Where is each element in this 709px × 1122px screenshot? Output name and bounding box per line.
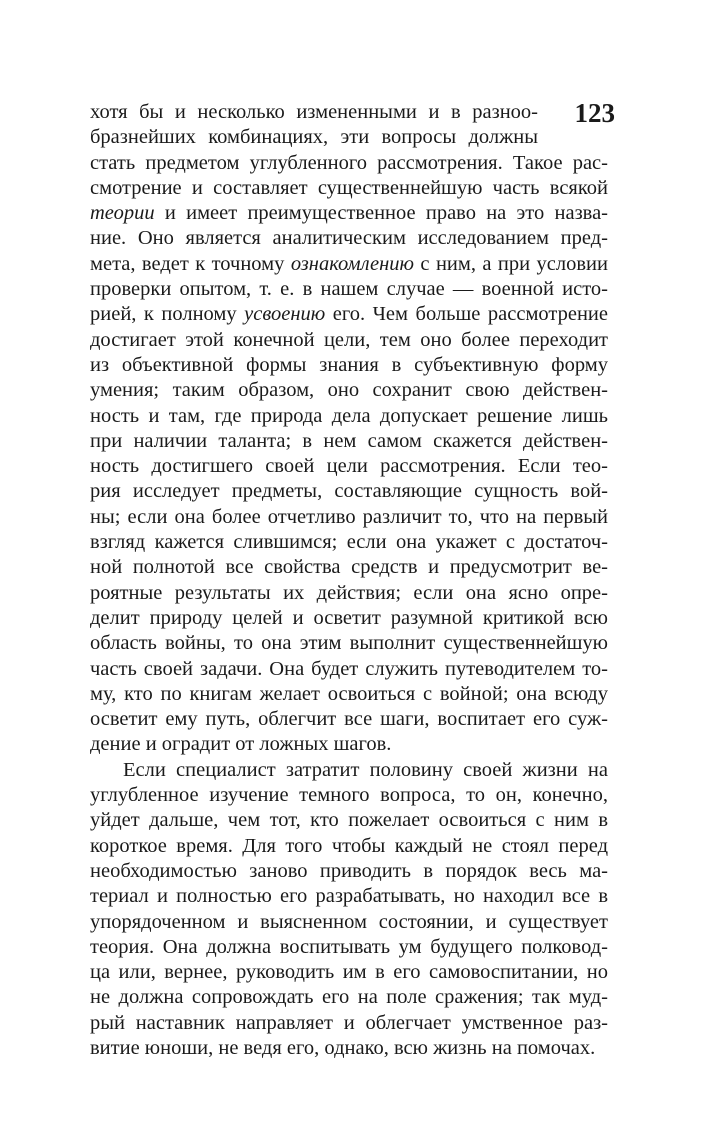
text-line [90,581,608,606]
text-run: из объективной формы знания в субъективную форму [90,353,608,376]
text-run: витие юноши, не ведя его, однако, всю жизнь на помочах. [90,1036,596,1059]
text-line [90,910,608,935]
paragraph [90,758,608,1062]
text-line [90,808,608,833]
text-line [90,758,608,783]
text-line [90,783,608,808]
text-line [90,404,608,429]
text-run: достигает этой конечной цели, тем оно более переходит [90,328,608,351]
text-run: хотя бы и несколько измененными и в разноо- [90,101,538,123]
text-run: ность и там, где природа дела допускает решение лишь [90,404,608,427]
text-run: его. Чем больше рассмотрение [325,303,608,326]
text-line [90,201,608,226]
text-line [90,985,608,1010]
text-line [90,657,608,682]
text-run: упорядоченном и выясненном состоянии, и существует [90,910,608,933]
text-run: му, кто по книгам желает освоиться с войной; она всюду [90,682,608,705]
text-run: уйдет дальше, чем тот, кто пожелает освоиться с ним в [90,809,608,832]
text-run: дение и оградит от ложных шагов. [90,733,392,756]
text-run: и имеет преимущественное право на это назва- [154,202,608,225]
text-run: рией, к полному [90,303,245,326]
text-run: углубленное изучение темного вопроса, то он, конечно, [90,784,608,807]
text-line [90,176,608,201]
text-run: стать предметом углубленного рассмотрения. Такое рас- [90,151,608,174]
text-run: проверки опытом, т. е. в нашем случае — военной исто- [90,278,608,301]
text-run: териал и полностью его разрабатывать, но находил все в [90,885,608,908]
text-run: роятные результаты их действия; если она ясно опре- [90,581,608,604]
text-run: мета, ведет к точному [90,252,291,275]
text-run: часть своей задачи. Она будет служить путеводителем то- [90,657,608,680]
italic-term: теории [90,202,155,225]
text-run: делит природу целей и осветит разумной критикой всю [90,606,608,629]
text-line [90,454,608,479]
text-run: рый наставник направляет и облегчает умственное раз- [90,1011,608,1034]
italic-term: ознакомлению [290,252,414,275]
text-run: ной полнотой все свойства средств и предусмотрит ве- [90,556,608,579]
text-run: бразнейших комбинациях, эти вопросы должны [90,126,538,149]
text-run: ца или, вернее, руководить им в его самовоспитании, но [90,961,608,984]
text-line [90,353,608,378]
text-line [90,328,608,353]
text-run: смотрение и составляет существеннейшую часть всякой [90,176,608,199]
italic-term: усвоению [244,303,326,326]
text-run: область войны, то она этим выполнит существеннейшую [90,632,608,655]
text-run: при наличии таланта; в нем самом скажется действен- [90,429,608,452]
paragraph [90,100,608,758]
text-line [90,682,608,707]
text-run: теория. Она должна воспитывать ум будущего полковод- [90,935,608,958]
text-line [90,707,608,732]
text-line [90,302,608,327]
text-line [90,732,608,757]
text-line [90,252,608,277]
text-run: осветит ему путь, облегчит все шаги, воспитает его суж- [90,708,608,731]
text-line [90,429,608,454]
text-line [90,834,608,859]
text-line [90,960,608,985]
text-line [90,884,608,909]
text-run: ны; если она более отчетливо различит то, что на первый [90,505,608,528]
text-line [90,151,608,176]
text-line [90,555,608,580]
page-number: 123 [574,98,615,128]
text-line [90,226,608,251]
text-line [90,631,608,656]
text-run: рия исследует предметы, составляющие сущность вой- [90,480,608,503]
text-line [90,100,538,125]
text-run: Если специалист затратит половину своей жизни на [123,758,608,781]
text-run: не должна сопровождать его на поле сражения; так муд- [90,986,608,1009]
text-line [90,859,608,884]
body-text [90,100,608,1061]
text-line [90,935,608,960]
text-line [90,378,608,403]
text-line [90,125,538,150]
text-line [90,530,608,555]
text-run: ние. Оно является аналитическим исследованием пред- [90,227,608,250]
text-line [90,505,608,530]
text-line [90,1011,608,1036]
text-run: умения; таким образом, оно сохранит свою действен- [90,379,608,402]
text-run: короткое время. Для того чтобы каждый не стоял перед [90,834,608,857]
text-line [90,1036,608,1061]
text-line [90,479,608,504]
text-line [90,277,608,302]
text-run: с ним, а при условии [414,252,608,275]
text-run: ность достигшего своей цели рассмотрения. Если тео- [90,455,608,478]
text-run: взгляд кажется слившимся; если она укажет с достаточ- [90,531,608,554]
text-line [90,606,608,631]
text-run: необходимостью заново приводить в порядок весь ма- [90,859,608,882]
